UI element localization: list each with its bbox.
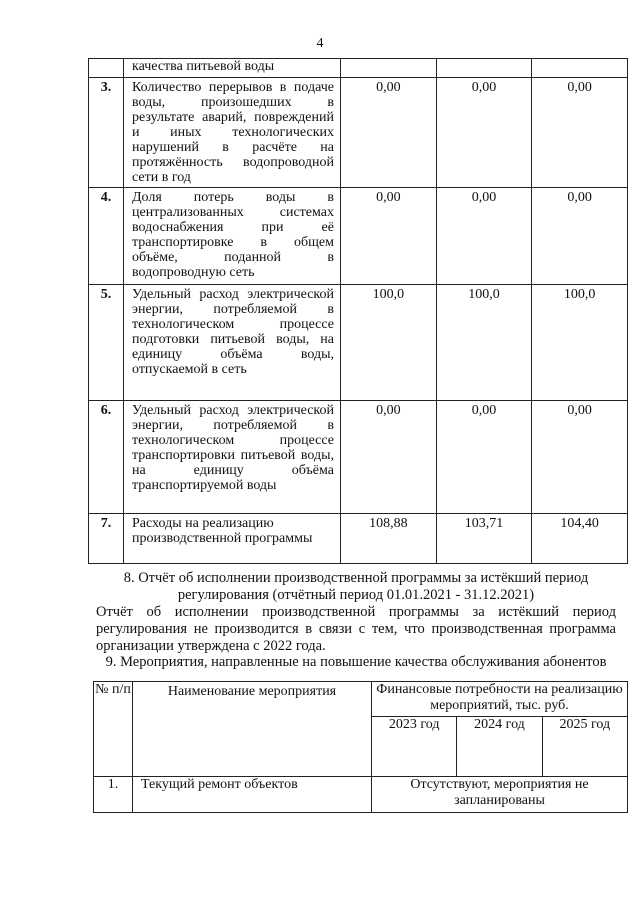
table-row (89, 401, 628, 514)
page-number: 4 (316, 36, 324, 51)
value-2023: 0,00 (341, 78, 437, 188)
section-9-heading: 9. Мероприятия, направленные на повышение качества обслуживания абонентов (105, 654, 607, 670)
row-number: 3. (89, 78, 124, 188)
table-row (89, 285, 628, 401)
row-number: 1. (94, 777, 133, 813)
header-financing: Финансовые потребности на реализацию мероприятий, тыс. руб. (372, 682, 628, 717)
table-row (94, 777, 628, 813)
value-2025: 0,00 (532, 188, 628, 285)
value-2023: 0,00 (341, 401, 437, 514)
header-num: № п/п (94, 682, 133, 777)
value-2023: 100,0 (341, 285, 437, 401)
table-row (89, 188, 628, 285)
indicator-name: Удельный расход электрической энергии, потребляемой в технологическом процессе транспортировки питьевой воды, на единицу объёма транспортируемой воды (124, 401, 341, 514)
row-number: 7. (89, 514, 124, 564)
indicator-name: Количество перерывов в подаче воды, произошедших в результате аварий, повреждений и иных технологических нарушений в расчёте на протяжённость водопроводной сети в год (124, 78, 341, 188)
header-name: Наименование мероприятия (133, 682, 372, 777)
measure-name: Текущий ремонт объектов (133, 777, 372, 813)
section-8-paragraph: Отчёт об исполнении производственной программы за истёкший период регулирования не производится в связи с тем, что производственная программа организации утверждена с 2022 года. (96, 604, 616, 654)
value-2024: 0,00 (436, 78, 532, 188)
indicator-name: Доля потерь воды в централизованных системах водоснабжения при её транспортировке в общем объёме, поданной в водопроводную сеть (124, 188, 341, 285)
value-2025: 100,0 (532, 285, 628, 401)
indicator-name: Удельный расход электрической энергии, потребляемой в технологическом процессе подготовки питьевой воды, на единицу объёма воды, отпускаемой в сеть (124, 285, 341, 401)
table-row (89, 59, 628, 78)
row-number: 4. (89, 188, 124, 285)
table-row (89, 514, 628, 564)
value-2025: 0,00 (532, 401, 628, 514)
indicator-continuation: качества питьевой воды (124, 59, 341, 78)
section-8-heading: 8. Отчёт об исполнении производственной программы за истёкший период регулирования (отчётный период 01.01.2021 - 31.12.2021) (123, 570, 589, 603)
indicators-table (88, 58, 628, 564)
header-year-2023: 2023 год (372, 717, 457, 777)
indicator-name: Расходы на реализацию производственной программы (124, 514, 341, 564)
row-number: 5. (89, 285, 124, 401)
value-2023: 0,00 (341, 188, 437, 285)
value-2024: 103,71 (436, 514, 532, 564)
row-number: 6. (89, 401, 124, 514)
value-2023: 108,88 (341, 514, 437, 564)
measure-note: Отсутствуют, мероприятия не запланированы (372, 777, 628, 813)
table-header-row (94, 682, 628, 717)
measures-table (93, 681, 628, 813)
header-year-2025: 2025 год (542, 717, 627, 777)
value-2025: 0,00 (532, 78, 628, 188)
header-year-2024: 2024 год (457, 717, 542, 777)
value-2024: 0,00 (436, 188, 532, 285)
value-2025: 104,40 (532, 514, 628, 564)
end-rule (255, 812, 460, 813)
table-row (89, 78, 628, 188)
value-2024: 0,00 (436, 401, 532, 514)
value-2024: 100,0 (436, 285, 532, 401)
